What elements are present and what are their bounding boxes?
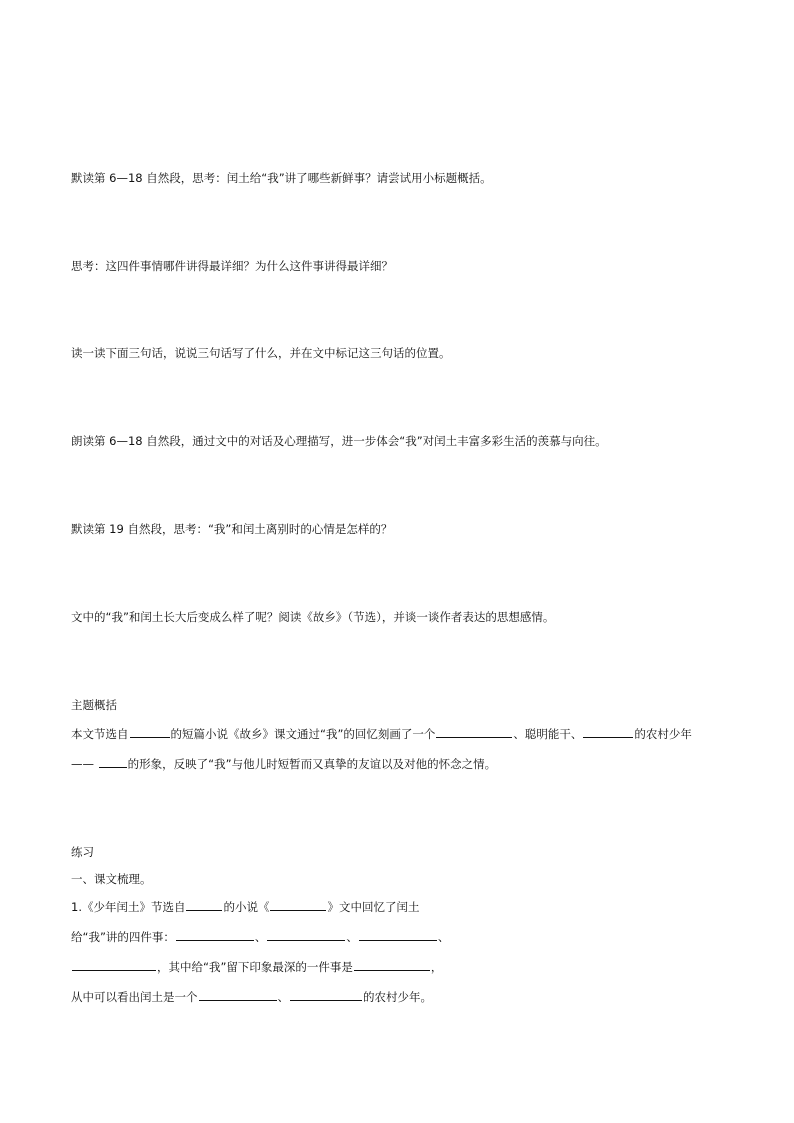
instruction-6: 文中的“我”和闰土长大后变成么样了呢？阅读《故乡》（节选），并谈一谈作者表达的思想感情。 bbox=[71, 610, 555, 624]
instruction-3: 读一读下面三句话，说说三句话写了什么，并在文中标记这三句话的位置。 bbox=[71, 346, 451, 360]
fill-blank[interactable] bbox=[99, 756, 127, 768]
q1-text: ， bbox=[430, 960, 443, 974]
fill-blank[interactable] bbox=[290, 989, 362, 1001]
theme-text: 、聪明能干、 bbox=[513, 727, 583, 741]
exercise-heading: 练习 bbox=[71, 845, 94, 859]
fill-blank[interactable] bbox=[199, 989, 277, 1001]
theme-text: 的农村少年 bbox=[634, 727, 692, 741]
fill-blank[interactable] bbox=[354, 959, 430, 971]
theme-dash: —— bbox=[71, 757, 94, 771]
fill-blank[interactable] bbox=[72, 959, 156, 971]
exercise-q1-line-2 bbox=[71, 929, 449, 945]
q1-text: 给“我”讲的四件事： bbox=[71, 930, 175, 944]
theme-line-2 bbox=[71, 756, 496, 772]
separator: 、 bbox=[437, 930, 450, 944]
exercise-q1-line-3 bbox=[71, 959, 442, 975]
separator: 、 bbox=[277, 990, 289, 1004]
instruction-1: 默读第 6—18 自然段，思考：闰土给“我”讲了哪些新鲜事？请尝试用小标题概括。 bbox=[71, 171, 492, 185]
exercise-section: 一、课文梳理。 bbox=[71, 872, 152, 886]
theme-heading: 主题概括 bbox=[71, 698, 117, 712]
theme-line-1 bbox=[71, 726, 692, 742]
theme-text: 本文节选自 bbox=[71, 727, 129, 741]
instruction-2: 思考：这四件事情哪件讲得最详细？为什么这件事讲得最详细？ bbox=[71, 259, 393, 273]
q1-text: 的农村少年。 bbox=[363, 990, 432, 1004]
fill-blank[interactable] bbox=[267, 929, 345, 941]
q1-text: 的小说《 bbox=[223, 900, 270, 914]
fill-blank[interactable] bbox=[186, 899, 222, 911]
exercise-q1-line-1 bbox=[71, 899, 419, 915]
instruction-5: 默读第 19 自然段，思考：“我”和闰土离别时的心情是怎样的？ bbox=[71, 522, 393, 536]
theme-text: 的形象，反映了“我”与他儿时短暂而又真挚的友谊以及对他的怀念之情。 bbox=[127, 757, 497, 771]
separator: 、 bbox=[254, 930, 267, 944]
separator: 、 bbox=[346, 930, 358, 944]
fill-blank[interactable] bbox=[176, 929, 254, 941]
q1-text: ，其中给“我”留下印象最深的一件事是 bbox=[157, 960, 353, 974]
q1-text: 1.《少年闰土》节选自 bbox=[71, 900, 186, 914]
instruction-4: 朗读第 6—18 自然段，通过文中的对话及心理描写，进一步体会“我”对闰土丰富多彩生活的羡慕与向往。 bbox=[71, 434, 607, 448]
q1-text: 从中可以看出闰土是一个 bbox=[71, 990, 198, 1004]
fill-blank[interactable] bbox=[359, 929, 437, 941]
fill-blank[interactable] bbox=[270, 899, 326, 911]
fill-blank[interactable] bbox=[436, 726, 512, 738]
fill-blank[interactable] bbox=[583, 726, 633, 738]
exercise-q1-line-4 bbox=[71, 989, 432, 1005]
q1-text: 》文中回忆了闰土 bbox=[327, 900, 420, 914]
theme-text: 的短篇小说《故乡》课文通过“我”的回忆刻画了一个 bbox=[170, 727, 436, 741]
fill-blank[interactable] bbox=[130, 726, 170, 738]
